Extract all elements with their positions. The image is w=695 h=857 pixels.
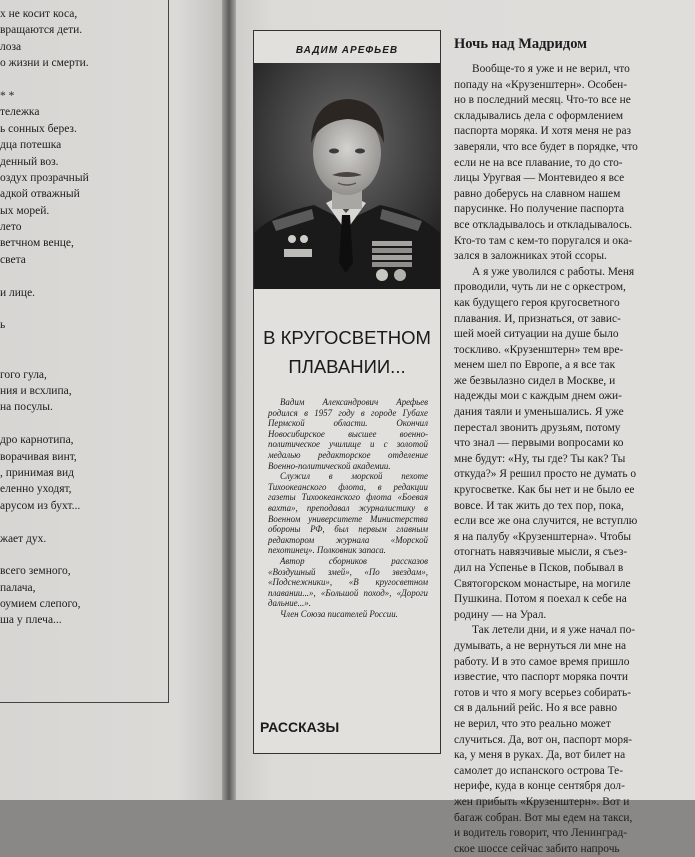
story-line: Пушкина. Потом я поехал к себе на: [454, 593, 627, 606]
poem-line: и лице.: [0, 286, 36, 299]
poem-line: ветчном венце,: [0, 237, 74, 250]
story-line: багаж собран. Вот мы едем на такси,: [454, 811, 633, 824]
story-line: шей моей ситуации на душе было: [454, 328, 619, 341]
poem-line: ых морей.: [0, 204, 50, 217]
poem-line: [0, 514, 170, 530]
poem-line: жает дух.: [0, 532, 47, 545]
poem-line: ния и всхлипа,: [0, 384, 72, 397]
story-line: дил на Успенье в Псков, побывал в: [454, 562, 624, 574]
story-line: лицы Уругвая — Монтевидео я все: [454, 172, 625, 185]
story-line: складывались дела с оформлением: [454, 109, 624, 122]
story-line: все откладывалось и откладывалось.: [454, 218, 633, 231]
poem-line: света: [0, 253, 26, 266]
poem-line: лето: [0, 221, 22, 234]
poem-line: х не косит коса,: [0, 8, 78, 20]
poem-line: о жизни и смерти.: [0, 57, 89, 70]
bio-paragraph: Вадим Александрович Арефьев родился в 1957 году в городе Губахе Пермской области. Окончил Новосибирское высшее военно-политическое училище и с золотой медалью редакторское отделение Военно-политической академии.: [268, 397, 428, 471]
story-line: случиться. Да, вот он, паспорт моря-: [454, 733, 633, 746]
author-portrait-image: [254, 63, 440, 289]
story-line: парусинке. Но получение паспорта: [454, 203, 625, 216]
poem-line: еленно уходят,: [0, 483, 72, 496]
author-name: ВАДИМ АРЕФЬЕВ: [295, 45, 399, 56]
story-line: откуда?» Я решил просто не думать о: [454, 468, 637, 481]
poem-line: ворачивая винт,: [0, 450, 77, 463]
book-gutter: [222, 0, 236, 800]
poem-line: арусом из бухт...: [0, 499, 81, 512]
story-line: жен прибыть «Крузенштерн». Вот и: [454, 795, 630, 808]
sidebar-title: [254, 323, 440, 381]
story-line: попаду на «Крузенштерн». Особен-: [454, 78, 628, 91]
story-line: плавания. И, признаться, от завис-: [454, 312, 621, 325]
story-line: ся в дальний рейс. Но я все равно: [454, 702, 618, 715]
story-line: как будущего героя кругосветного: [454, 296, 620, 309]
story-line: менем шел по Европе, а я все так: [454, 359, 616, 372]
poem-line: на посулы.: [0, 401, 53, 414]
bio-paragraph: Служил в морской пехоте Тихоокеанского флота, в редакции газеты Тихоокеанского флота «Боевая вахта», преподавал журналистику в Военном университете Министерства обороны РФ, был первым главным редактором журнала «Морской пехотинец». Полковник запаса.: [268, 471, 428, 556]
story-line: и водитель говорит, что Ленинград-: [454, 827, 628, 840]
bio-paragraph: Автор сборников рассказов «Воздушный змей», «По звездам», «Подснежники», «В кругосветном плавании...», «Большой поход», «Дороги дальние...».: [268, 555, 428, 609]
poem-line: [0, 416, 170, 432]
story-line: что знал — первыми вопросами ко: [454, 437, 624, 450]
story-line: надежды мои с каждым днем ожи-: [454, 390, 622, 403]
story-line: Так летели дни, и я уже начал по-: [472, 624, 636, 637]
story-line: Вообще-то я уже и не верил, что: [472, 63, 630, 75]
author-photo: [254, 63, 440, 289]
poem-line: адкой отважный: [0, 188, 80, 201]
story-line: проводили, чуть ли не с оркестром,: [454, 281, 626, 294]
poem-line: [0, 547, 170, 563]
story-title: Ночь над Мадридом: [454, 36, 588, 52]
story-line: паспорта моряка. И хотя меня не раз: [454, 125, 632, 138]
poem-line: оумием слепого,: [0, 598, 81, 611]
story-line: тоскливо. «Крузенштерн» тем вре-: [454, 343, 624, 356]
story-line: если все же она случится, не вступлю: [454, 515, 638, 528]
story-line: если не на все плавание, то до сто-: [454, 156, 623, 169]
author-sidebar: [253, 30, 441, 754]
author-bio: [268, 397, 428, 619]
story-line: готов и что я могу всерьез собирать-: [454, 686, 631, 699]
poem-line: [0, 268, 170, 284]
sidebar-title-line-2: ПЛАВАНИИ...: [288, 356, 406, 377]
poem-line: лоза: [0, 40, 22, 53]
story-line: известие, что паспорт моряка почти: [454, 671, 628, 684]
poem-line: вращаются дети.: [0, 24, 83, 37]
story-line: вовсе. И так жить до тех пор, пока,: [454, 499, 624, 512]
story-line: мне будут: «Ну, ты где? Ты как? Ты: [454, 452, 626, 465]
poem-line: [0, 350, 170, 366]
story-line: самолет до испанского острова Те-: [454, 764, 623, 777]
poem-line: дро карнотипа,: [0, 434, 74, 447]
poem-line: оздух прозрачный: [0, 171, 89, 184]
sidebar-title-line-1: В КРУГОСВЕТНОМ: [263, 327, 431, 348]
poem-line: , принимая вид: [0, 466, 75, 479]
poem-line: ь: [0, 319, 6, 332]
story-line: отогнать навязчивые мысли, я съез-: [454, 546, 628, 559]
story-line: же безвылазно сидел в Москве, и: [454, 374, 616, 387]
poem-line: гого гула,: [0, 368, 47, 381]
poem-line: [0, 334, 170, 350]
left-poem-text: [0, 6, 170, 629]
left-page: [0, 0, 222, 800]
story-line: Кто-то там с кем-то поругался и ока-: [454, 234, 633, 247]
story-line: А я уже уволился с работы. Меня: [472, 265, 635, 278]
story-line: равно доберусь на славном нашем: [454, 187, 621, 200]
story-line: заверяли, что все будет в порядке, что: [454, 140, 638, 153]
story-line: думывать, а не вернуться ли мне на: [454, 639, 627, 652]
story-line: я на палубу «Крузенштерна». Чтобы: [454, 530, 632, 543]
story-line: работу. И в это самое время пришло: [454, 655, 630, 668]
poem-line: ь сонных берез.: [0, 122, 77, 135]
story-text: [454, 62, 675, 857]
right-page: [236, 0, 695, 855]
story-line: Святогорском монастыре, на могиле: [454, 577, 631, 590]
poem-line: ша у плеча...: [0, 614, 62, 627]
poem-line: * *: [0, 89, 15, 102]
story-line: ское шоссе сейчас забито напрочь: [454, 842, 620, 855]
poem-line: всего земного,: [0, 565, 71, 578]
story-line: но в последний месяц. Что-то все не: [454, 94, 631, 107]
story-line: ка, у меня в руках. Да, вот билет на: [454, 749, 626, 762]
story-line: родину — на Урал.: [454, 608, 547, 621]
story-line: не верил, что это реально может: [454, 717, 611, 730]
story-line: дания таяли и уменьшались. Я уже: [454, 406, 624, 419]
poem-line: палача,: [0, 581, 36, 594]
poem-line: [0, 301, 170, 317]
poem-line: денный воз.: [0, 155, 59, 168]
story-line: перестал звонить друзьям, потому: [454, 421, 621, 434]
poem-line: [0, 72, 170, 88]
story-line: нерифе, куда в конце сентября дол-: [454, 780, 625, 793]
story-line: зался в заложниках этой ссоры.: [454, 250, 607, 263]
section-heading: РАССКАЗЫ: [260, 719, 340, 735]
poem-line: дца потешка: [0, 139, 62, 152]
poem-line: тележка: [0, 106, 40, 119]
bio-paragraph: Член Союза писателей России.: [280, 608, 398, 619]
story-line: кругосветке. Как бы нет и не было ее: [454, 484, 635, 497]
